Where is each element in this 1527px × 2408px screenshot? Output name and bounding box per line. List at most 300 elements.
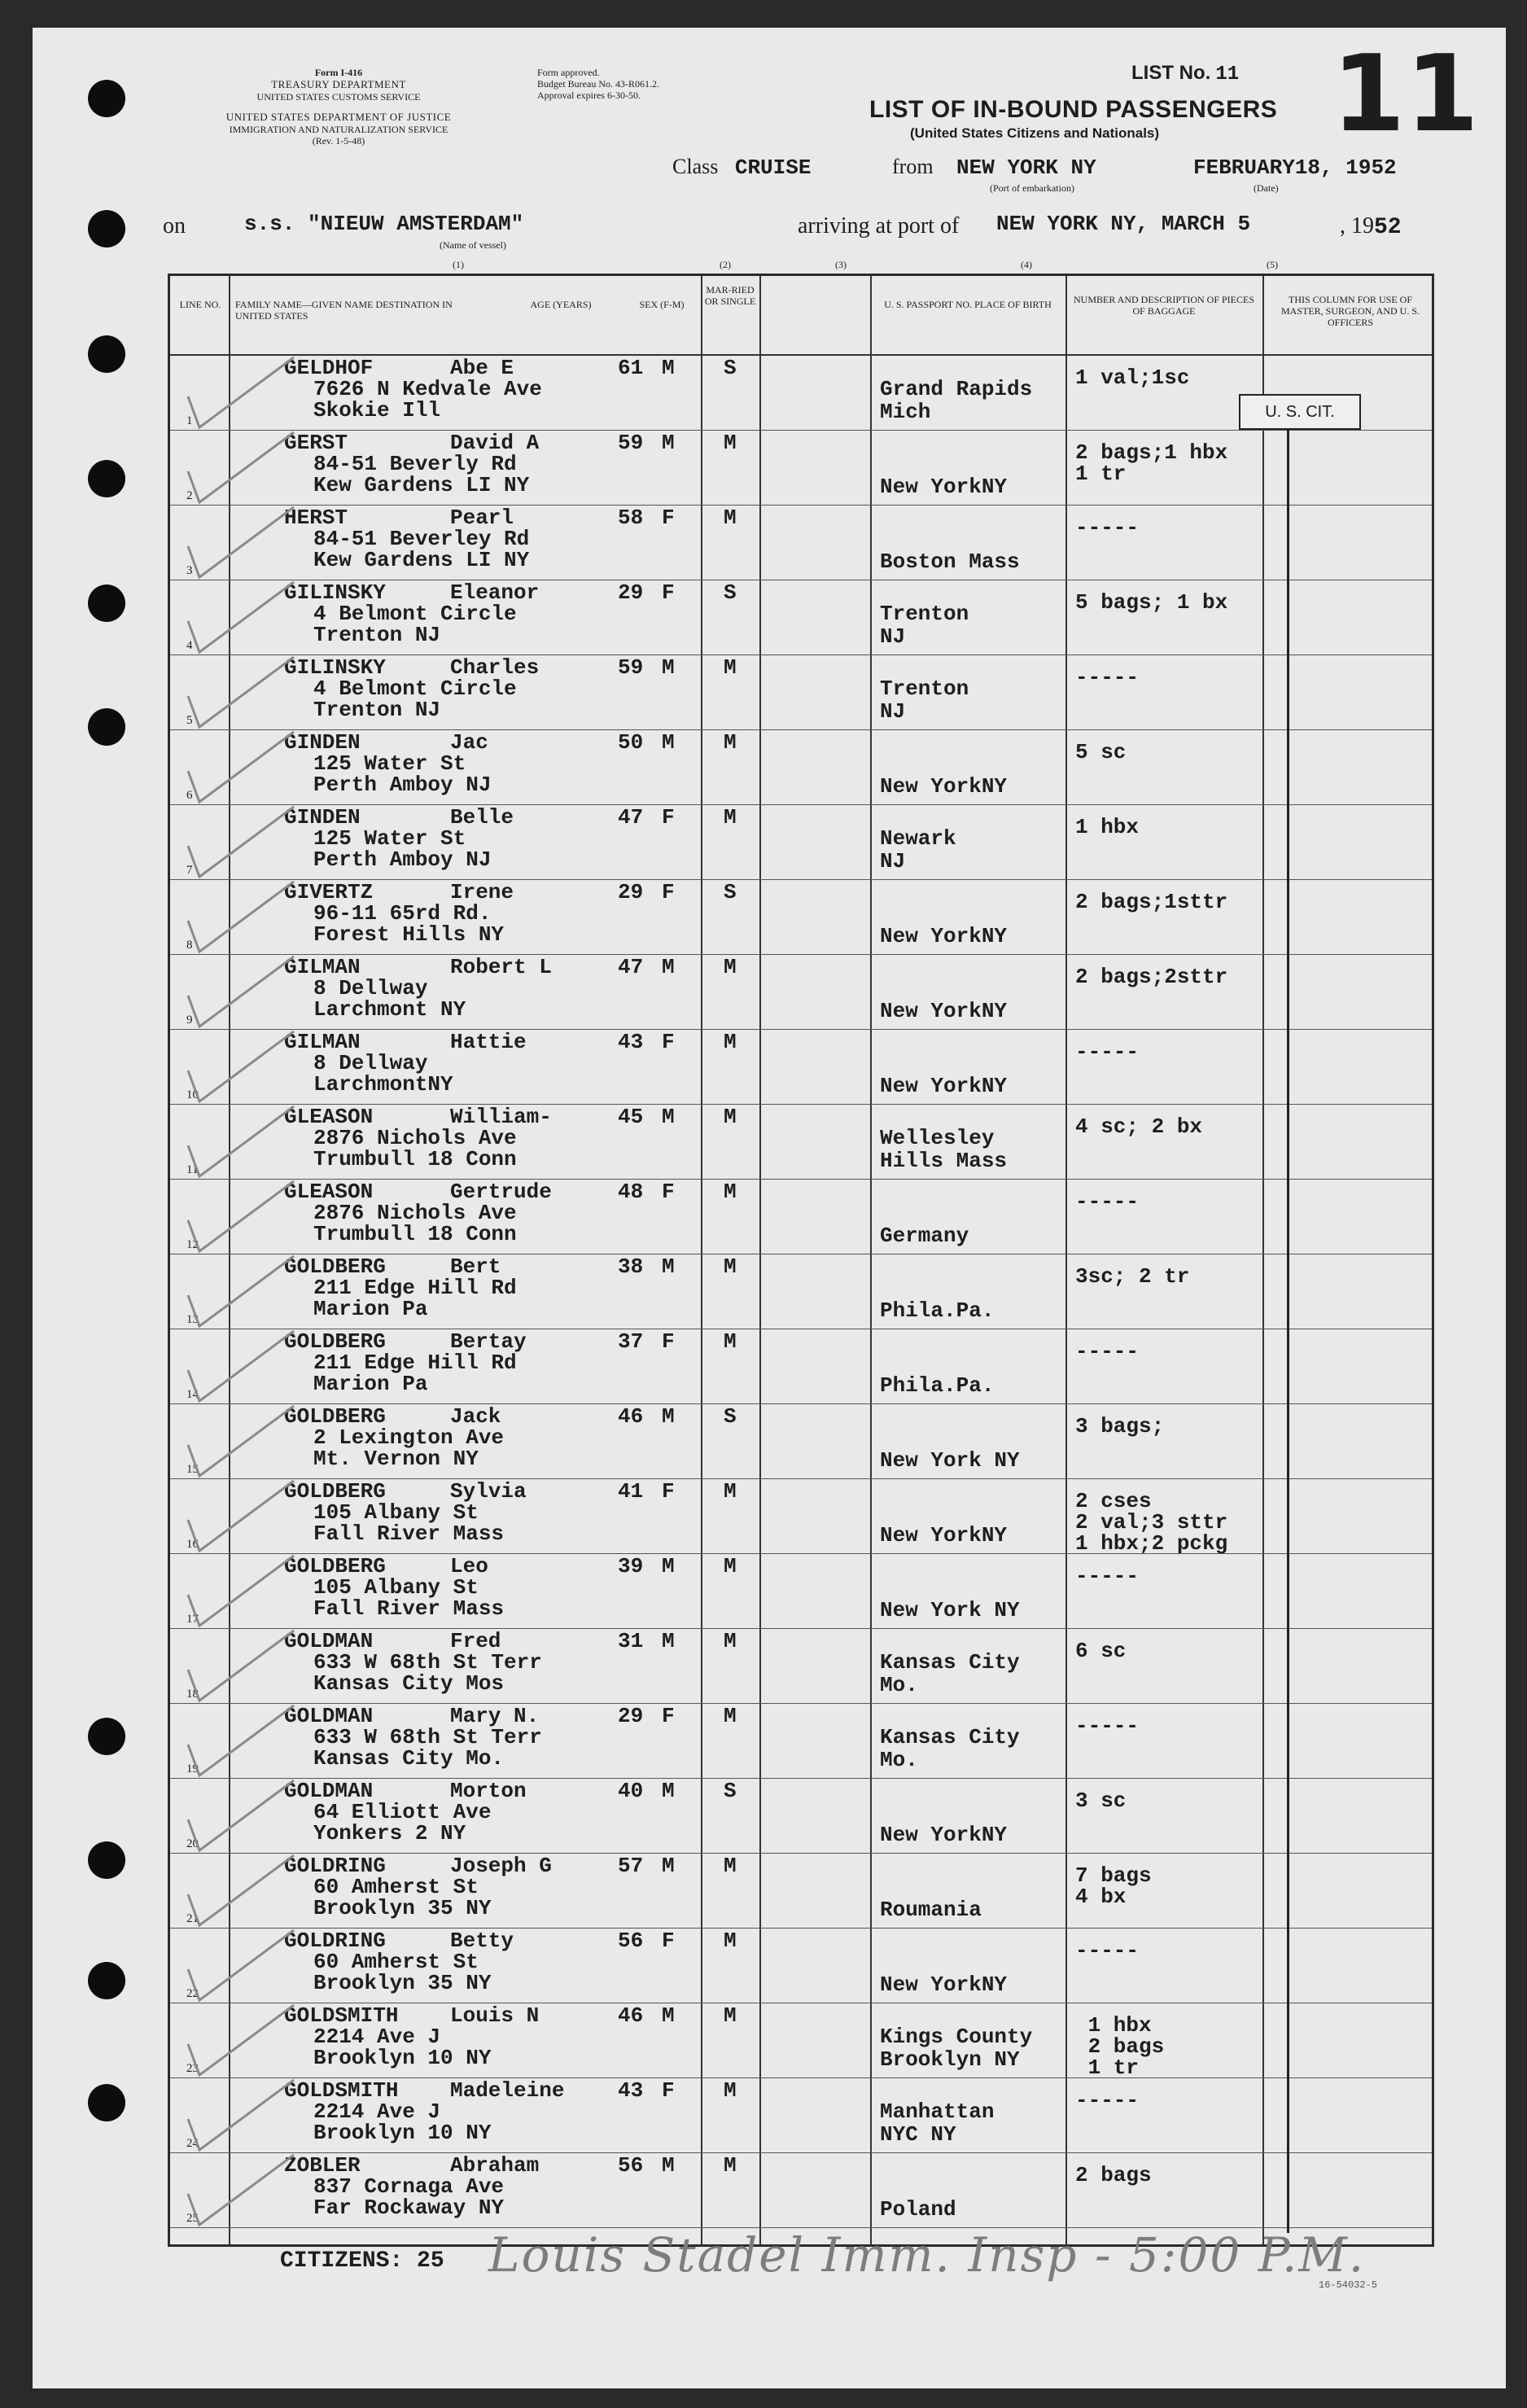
sex: M bbox=[662, 1404, 675, 1429]
checkmark-stroke bbox=[188, 1181, 294, 1251]
address-line-1: 4 Belmont Circle bbox=[313, 602, 517, 626]
table-row bbox=[170, 1704, 1432, 1779]
family-name: GINDEN bbox=[284, 730, 361, 755]
marital-status: S bbox=[724, 1779, 737, 1803]
class-line bbox=[672, 155, 811, 180]
marital-status: M bbox=[724, 2003, 737, 2028]
baggage-2: 2 bags bbox=[1075, 2034, 1165, 2059]
binder-hole bbox=[88, 210, 125, 247]
family-name: GOLDMAN bbox=[284, 1704, 374, 1728]
address-line-2: Trumbull 18 Conn bbox=[313, 1147, 517, 1171]
birth-place-1: Kansas City bbox=[880, 1725, 1020, 1749]
address-line-1: 84-51 Beverly Rd bbox=[313, 452, 517, 476]
age: 58 bbox=[618, 506, 644, 530]
address-line-2: Perth Amboy NJ bbox=[313, 847, 492, 872]
age: 59 bbox=[618, 431, 644, 455]
sex: M bbox=[662, 730, 675, 755]
age: 45 bbox=[618, 1105, 644, 1129]
line-number: 21 bbox=[186, 1912, 199, 1925]
address-line-2: Yonkers 2 NY bbox=[313, 1821, 466, 1845]
family-name: GILMAN bbox=[284, 955, 361, 979]
us-citizen-stamp: U. S. CIT. bbox=[1239, 394, 1361, 430]
age: 57 bbox=[618, 1854, 644, 1878]
address-line-2: Marion Pa bbox=[313, 1372, 428, 1396]
budget-bureau: Budget Bureau No. 43-R061.2. bbox=[537, 78, 659, 90]
arriving-label: arriving at port of bbox=[798, 213, 960, 239]
table-row bbox=[170, 1554, 1432, 1629]
address-line-2: Marion Pa bbox=[313, 1297, 428, 1321]
checkmark-stroke bbox=[188, 657, 294, 727]
age: 56 bbox=[618, 2153, 644, 2178]
birth-place-2: New YorkNY bbox=[880, 1074, 1008, 1098]
baggage-1: 1 hbx bbox=[1075, 2013, 1152, 2038]
marital-status: M bbox=[724, 1929, 737, 1953]
checkmark-stroke bbox=[188, 582, 294, 652]
family-name: GOLDBERG bbox=[284, 1254, 386, 1279]
age: 46 bbox=[618, 1404, 644, 1429]
line-number: 8 bbox=[186, 939, 193, 952]
marital-status: M bbox=[724, 1704, 737, 1728]
sex: F bbox=[662, 1030, 675, 1054]
baggage-2: 2 val;3 sttr bbox=[1075, 1510, 1228, 1535]
address-line-1: 211 Edge Hill Rd bbox=[313, 1351, 517, 1375]
given-name: David A bbox=[450, 431, 540, 455]
age: 46 bbox=[618, 2003, 644, 2028]
checkmark-stroke bbox=[188, 1780, 294, 1850]
given-name: Fred bbox=[450, 1629, 501, 1653]
line-number: 13 bbox=[186, 1313, 199, 1326]
checkmark-stroke bbox=[188, 732, 294, 802]
address-line-2: Trenton NJ bbox=[313, 623, 441, 647]
birth-place-2: Mo. bbox=[880, 1748, 918, 1772]
family-name: GOLDBERG bbox=[284, 1329, 386, 1354]
birth-place-1: Kings County bbox=[880, 2025, 1033, 2049]
birth-place-2: Germany bbox=[880, 1224, 969, 1248]
baggage-1: ----- bbox=[1075, 665, 1140, 690]
arrival-year-block bbox=[1340, 213, 1402, 240]
checkmark-stroke bbox=[188, 1930, 294, 2000]
address-line-1: 125 Water St bbox=[313, 751, 466, 776]
given-name: Robert L bbox=[450, 955, 552, 979]
address-line-2: Kew Gardens LI NY bbox=[313, 548, 530, 572]
family-name: GLEASON bbox=[284, 1180, 374, 1204]
sex: M bbox=[662, 2153, 675, 2178]
line-number: 14 bbox=[186, 1388, 199, 1401]
marital-status: M bbox=[724, 1854, 737, 1878]
marital-status: M bbox=[724, 1180, 737, 1204]
birth-place-2: Poland bbox=[880, 2197, 956, 2222]
marital-status: S bbox=[724, 356, 737, 380]
birth-place-2: New YorkNY bbox=[880, 924, 1008, 948]
officer-bracket-line bbox=[1287, 418, 1289, 2233]
checkmark-stroke bbox=[188, 1556, 294, 1626]
table-row bbox=[170, 1779, 1432, 1854]
address-line-1: 7626 N Kedvale Ave bbox=[313, 377, 542, 401]
given-name: Madeleine bbox=[450, 2078, 565, 2103]
given-name: Leo bbox=[450, 1554, 488, 1578]
address-line-1: 125 Water St bbox=[313, 826, 466, 851]
birth-place-2: NYC NY bbox=[880, 2122, 956, 2147]
table-row bbox=[170, 1854, 1432, 1929]
age: 47 bbox=[618, 955, 644, 979]
age: 29 bbox=[618, 1704, 644, 1728]
address-line-1: 60 Amherst St bbox=[313, 1950, 479, 1974]
header-officers: THIS COLUMN FOR USE OF MASTER, SURGEON, AND U. S. OFFICERS bbox=[1280, 294, 1420, 328]
line-number: 18 bbox=[186, 1688, 199, 1701]
form-code: 16-54032-5 bbox=[1319, 2279, 1378, 2291]
checkmark-stroke bbox=[188, 1106, 294, 1176]
marital-status: S bbox=[724, 580, 737, 605]
baggage-3: 1 tr bbox=[1075, 2056, 1140, 2080]
birth-place-2: Mich bbox=[880, 400, 931, 424]
family-name: GILINSKY bbox=[284, 580, 386, 605]
sex: M bbox=[662, 431, 675, 455]
table-row bbox=[170, 880, 1432, 955]
form-number: Form I-416 bbox=[314, 67, 363, 78]
marital-status: M bbox=[724, 1554, 737, 1578]
marital-status: M bbox=[724, 805, 737, 830]
sex: F bbox=[662, 2078, 675, 2103]
address-line-2: Kansas City Mos bbox=[313, 1671, 505, 1696]
baggage-1: 2 bags;2sttr bbox=[1075, 965, 1228, 989]
revision: (Rev. 1-5-48) bbox=[312, 135, 365, 147]
on-label: on bbox=[163, 213, 186, 239]
from-label: from bbox=[892, 155, 934, 178]
sex: F bbox=[662, 880, 675, 904]
date-line bbox=[1193, 155, 1397, 180]
checkmark-stroke bbox=[188, 1031, 294, 1101]
family-name: GOLDSMITH bbox=[284, 2003, 399, 2028]
birth-place-2: New YorkNY bbox=[880, 475, 1008, 499]
address-line-2: Trumbull 18 Conn bbox=[313, 1222, 517, 1246]
checkmark-stroke bbox=[188, 507, 294, 577]
date-year: 52 bbox=[1371, 155, 1397, 180]
given-name: Mary N. bbox=[450, 1704, 540, 1728]
address-line-2: Brooklyn 35 NY bbox=[313, 1971, 492, 1995]
sex: F bbox=[662, 506, 675, 530]
binder-hole bbox=[88, 335, 125, 373]
form-block bbox=[168, 67, 510, 147]
baggage-1: 2 bags;1sttr bbox=[1075, 890, 1228, 914]
age: 38 bbox=[618, 1254, 644, 1279]
col-number-3: (3) bbox=[835, 259, 847, 270]
baggage-1: 2 bags;1 hbx bbox=[1075, 440, 1228, 465]
approval-block bbox=[537, 67, 659, 101]
address-line-1: 633 W 68th St Terr bbox=[313, 1650, 542, 1675]
address-line-1: 60 Amherst St bbox=[313, 1875, 479, 1899]
table-row bbox=[170, 2003, 1432, 2078]
arrival-port: NEW YORK NY, MARCH 5 bbox=[996, 212, 1251, 236]
marital-status: M bbox=[724, 1254, 737, 1279]
address-line-1: 105 Albany St bbox=[313, 1500, 479, 1525]
address-line-2: Trenton NJ bbox=[313, 698, 441, 722]
family-name: GELDHOF bbox=[284, 356, 374, 380]
address-line-2: Forest Hills NY bbox=[313, 922, 505, 947]
marital-status: M bbox=[724, 730, 737, 755]
from-line bbox=[892, 155, 1096, 180]
ins-label: IMMIGRATION AND NATURALIZATION SERVICE bbox=[229, 124, 448, 135]
line-number: 15 bbox=[186, 1463, 199, 1476]
given-name: Joseph G bbox=[450, 1854, 552, 1878]
marital-status: M bbox=[724, 1030, 737, 1054]
table-row bbox=[170, 1629, 1432, 1704]
given-name: Abe E bbox=[450, 356, 514, 380]
age: 31 bbox=[618, 1629, 644, 1653]
table-row bbox=[170, 1329, 1432, 1404]
birth-place-2: New York NY bbox=[880, 1598, 1020, 1622]
birth-place-2: New York NY bbox=[880, 1448, 1020, 1473]
class-label: Class bbox=[672, 155, 719, 178]
marital-status: S bbox=[724, 1404, 737, 1429]
age: 48 bbox=[618, 1180, 644, 1204]
col-number-2: (2) bbox=[720, 259, 731, 270]
class-value: CRUISE bbox=[734, 155, 812, 180]
line-number: 25 bbox=[186, 2212, 199, 2225]
sex: M bbox=[662, 356, 675, 380]
table-row bbox=[170, 1254, 1432, 1329]
given-name: Belle bbox=[450, 805, 514, 830]
address-line-1: 105 Albany St bbox=[313, 1575, 479, 1600]
table-row bbox=[170, 1180, 1432, 1254]
family-name: GOLDBERG bbox=[284, 1554, 386, 1578]
baggage-1: 3sc; 2 tr bbox=[1075, 1264, 1190, 1289]
address-line-1: 64 Elliott Ave bbox=[313, 1800, 492, 1824]
sex: M bbox=[662, 655, 675, 680]
sex: M bbox=[662, 1779, 675, 1803]
table-row bbox=[170, 1929, 1432, 2003]
line-number: 24 bbox=[186, 2137, 199, 2150]
baggage-3: 1 hbx;2 pckg bbox=[1075, 1531, 1228, 1556]
baggage-1: 1 hbx bbox=[1075, 815, 1140, 839]
given-name: Gertrude bbox=[450, 1180, 552, 1204]
col-number-1: (1) bbox=[453, 259, 464, 270]
given-name: Bert bbox=[450, 1254, 501, 1279]
line-number: 19 bbox=[186, 1762, 199, 1775]
address-line-1: 4 Belmont Circle bbox=[313, 676, 517, 701]
address-line-1: 2876 Nichols Ave bbox=[313, 1126, 517, 1150]
birth-place-2: Boston Mass bbox=[880, 549, 1020, 574]
baggage-1: ----- bbox=[1075, 1714, 1140, 1738]
checkmark-stroke bbox=[188, 1481, 294, 1551]
address-line-2: Brooklyn 10 NY bbox=[313, 2046, 492, 2070]
baggage-1: 3 bags; bbox=[1075, 1414, 1165, 1438]
marital-status: M bbox=[724, 1105, 737, 1129]
birth-place-2: Phila.Pa. bbox=[880, 1298, 995, 1323]
family-name: GOLDRING bbox=[284, 1929, 386, 1953]
age: 47 bbox=[618, 805, 644, 830]
sex: M bbox=[662, 1854, 675, 1878]
line-number: 10 bbox=[186, 1088, 199, 1101]
given-name: Eleanor bbox=[450, 580, 540, 605]
customs-service: UNITED STATES CUSTOMS SERVICE bbox=[256, 91, 421, 103]
line-number: 22 bbox=[186, 1987, 199, 2000]
address-line-2: Perth Amboy NJ bbox=[313, 773, 492, 797]
marital-status: M bbox=[724, 955, 737, 979]
line-number: 16 bbox=[186, 1538, 199, 1551]
line-number: 7 bbox=[186, 864, 193, 877]
baggage-1: ----- bbox=[1075, 1189, 1140, 1214]
birth-place-1: Manhattan bbox=[880, 2099, 995, 2124]
age: 39 bbox=[618, 1554, 644, 1578]
address-line-1: 2876 Nichols Ave bbox=[313, 1201, 517, 1225]
given-name: Jac bbox=[450, 730, 488, 755]
birth-place-2: New YorkNY bbox=[880, 1823, 1008, 1847]
sex: F bbox=[662, 805, 675, 830]
checkmark-stroke bbox=[188, 2155, 294, 2225]
binder-hole bbox=[88, 2084, 125, 2121]
binder-hole bbox=[88, 1718, 125, 1755]
sex: F bbox=[662, 1329, 675, 1354]
baggage-1: ----- bbox=[1075, 1938, 1140, 1963]
baggage-2: 1 tr bbox=[1075, 462, 1127, 486]
address-line-1: 84-51 Beverley Rd bbox=[313, 527, 530, 551]
checkmark-stroke bbox=[188, 1855, 294, 1925]
baggage-1: 2 cses bbox=[1075, 1489, 1152, 1513]
family-name: GILMAN bbox=[284, 1030, 361, 1054]
table-row bbox=[170, 655, 1432, 730]
line-number: 20 bbox=[186, 1837, 199, 1850]
family-name: GOLDMAN bbox=[284, 1779, 374, 1803]
age: 41 bbox=[618, 1479, 644, 1504]
sex: M bbox=[662, 1254, 675, 1279]
line-number: 6 bbox=[186, 789, 193, 802]
page-title: LIST OF IN-BOUND PASSENGERS bbox=[869, 96, 1278, 123]
birth-place-1: Kansas City bbox=[880, 1650, 1020, 1675]
marital-status: M bbox=[724, 1629, 737, 1653]
given-name: Morton bbox=[450, 1779, 527, 1803]
sex: M bbox=[662, 1629, 675, 1653]
given-name: Hattie bbox=[450, 1030, 527, 1054]
date-caption: (Date) bbox=[1254, 182, 1279, 194]
birth-place-1: Grand Rapids bbox=[880, 377, 1033, 401]
passenger-table bbox=[168, 274, 1434, 2247]
address-line-2: Far Rockaway NY bbox=[313, 2196, 505, 2220]
age: 59 bbox=[618, 655, 644, 680]
page-subtitle: (United States Citizens and Nationals) bbox=[910, 125, 1160, 141]
table-row bbox=[170, 1404, 1432, 1479]
checkmark-stroke bbox=[188, 1631, 294, 1701]
age: 43 bbox=[618, 1030, 644, 1054]
table-row bbox=[170, 506, 1432, 580]
given-name: Pearl bbox=[450, 506, 514, 530]
birth-place-1: Wellesley bbox=[880, 1126, 995, 1150]
address-line-1: 2214 Ave J bbox=[313, 2025, 441, 2049]
birth-place-1: Newark bbox=[880, 826, 956, 851]
given-name: Betty bbox=[450, 1929, 514, 1953]
given-name: Bertay bbox=[450, 1329, 527, 1354]
table-row bbox=[170, 955, 1432, 1030]
given-name: Charles bbox=[450, 655, 540, 680]
table-row bbox=[170, 730, 1432, 805]
table-row bbox=[170, 1030, 1432, 1105]
citizens-total: CITIZENS: 25 bbox=[280, 2248, 444, 2274]
checkmark-stroke bbox=[188, 2005, 294, 2075]
family-name: GERST bbox=[284, 431, 348, 455]
checkmark-stroke bbox=[188, 1705, 294, 1775]
family-name: GOLDMAN bbox=[284, 1629, 374, 1653]
sex: F bbox=[662, 1704, 675, 1728]
table-row bbox=[170, 2078, 1432, 2153]
line-number: 9 bbox=[186, 1014, 193, 1027]
line-number: 3 bbox=[186, 564, 193, 577]
baggage-1: ----- bbox=[1075, 1564, 1140, 1588]
given-name: Abraham bbox=[450, 2153, 540, 2178]
given-name: William- bbox=[450, 1105, 552, 1129]
binder-hole bbox=[88, 1962, 125, 1999]
birth-place-2: Hills Mass bbox=[880, 1149, 1008, 1173]
marital-status: M bbox=[724, 506, 737, 530]
address-line-1: 211 Edge Hill Rd bbox=[313, 1276, 517, 1300]
marital-status: M bbox=[724, 2153, 737, 2178]
marital-status: M bbox=[724, 2078, 737, 2103]
family-name: GOLDRING bbox=[284, 1854, 386, 1878]
baggage-1: 7 bags bbox=[1075, 1863, 1152, 1888]
sex: M bbox=[662, 1105, 675, 1129]
baggage-1: ----- bbox=[1075, 2088, 1140, 2112]
baggage-2: 4 bx bbox=[1075, 1885, 1127, 1909]
birth-place-2: NJ bbox=[880, 849, 906, 873]
birth-place-2: Phila.Pa. bbox=[880, 1373, 995, 1398]
birth-place-1: Trenton bbox=[880, 602, 969, 626]
address-line-2: Brooklyn 10 NY bbox=[313, 2121, 492, 2145]
birth-place-2: New YorkNY bbox=[880, 999, 1008, 1023]
given-name: Jack bbox=[450, 1404, 501, 1429]
address-line-2: LarchmontNY bbox=[313, 1072, 453, 1097]
header-name: FAMILY NAME—GIVEN NAME DESTINATION IN UNITED STATES bbox=[235, 299, 453, 322]
header-passport: U. S. PASSPORT NO. PLACE OF BIRTH bbox=[884, 299, 1052, 310]
table-row bbox=[170, 1105, 1432, 1180]
line-number: 11 bbox=[186, 1163, 199, 1176]
baggage-1: 5 bags; 1 bx bbox=[1075, 590, 1228, 615]
age: 61 bbox=[618, 356, 644, 380]
baggage-1: 3 sc bbox=[1075, 1788, 1127, 1813]
vessel-caption: (Name of vessel) bbox=[440, 239, 506, 251]
binder-hole bbox=[88, 460, 125, 497]
checkmark-stroke bbox=[188, 1256, 294, 1326]
address-line-1: 96-11 65rd Rd. bbox=[313, 901, 492, 926]
address-line-1: 8 Dellway bbox=[313, 1051, 428, 1075]
baggage-1: 4 sc; 2 bx bbox=[1075, 1114, 1203, 1139]
arrival-year: 52 bbox=[1374, 215, 1402, 240]
given-name: Sylvia bbox=[450, 1479, 527, 1504]
big-list-number: 11 bbox=[1332, 32, 1479, 155]
family-name: GILINSKY bbox=[284, 655, 386, 680]
birth-place-2: Mo. bbox=[880, 1673, 918, 1697]
justice-dept: UNITED STATES DEPARTMENT OF JUSTICE bbox=[225, 111, 452, 123]
age: 50 bbox=[618, 730, 644, 755]
birth-place-2: NJ bbox=[880, 699, 906, 724]
header-sex: SEX (F-M) bbox=[639, 299, 685, 310]
birth-place-1: Trenton bbox=[880, 676, 969, 701]
line-number: 4 bbox=[186, 639, 193, 652]
checkmark-stroke bbox=[188, 1331, 294, 1401]
birth-place-2: New YorkNY bbox=[880, 1972, 1008, 1997]
age: 37 bbox=[618, 1329, 644, 1354]
birth-place-2: NJ bbox=[880, 624, 906, 649]
family-name: GOLDBERG bbox=[284, 1479, 386, 1504]
vessel-name: s.s. "NIEUW AMSTERDAM" bbox=[244, 212, 524, 236]
address-line-1: 2214 Ave J bbox=[313, 2099, 441, 2124]
family-name: GIVERTZ bbox=[284, 880, 374, 904]
address-line-2: Kew Gardens LI NY bbox=[313, 473, 530, 497]
address-line-1: 837 Cornaga Ave bbox=[313, 2174, 505, 2199]
address-line-2: Fall River Mass bbox=[313, 1596, 505, 1621]
sex: F bbox=[662, 1929, 675, 1953]
sex: M bbox=[662, 2003, 675, 2028]
list-number: 11 bbox=[1215, 63, 1240, 85]
given-name: Louis N bbox=[450, 2003, 540, 2028]
checkmark-stroke bbox=[188, 2080, 294, 2150]
